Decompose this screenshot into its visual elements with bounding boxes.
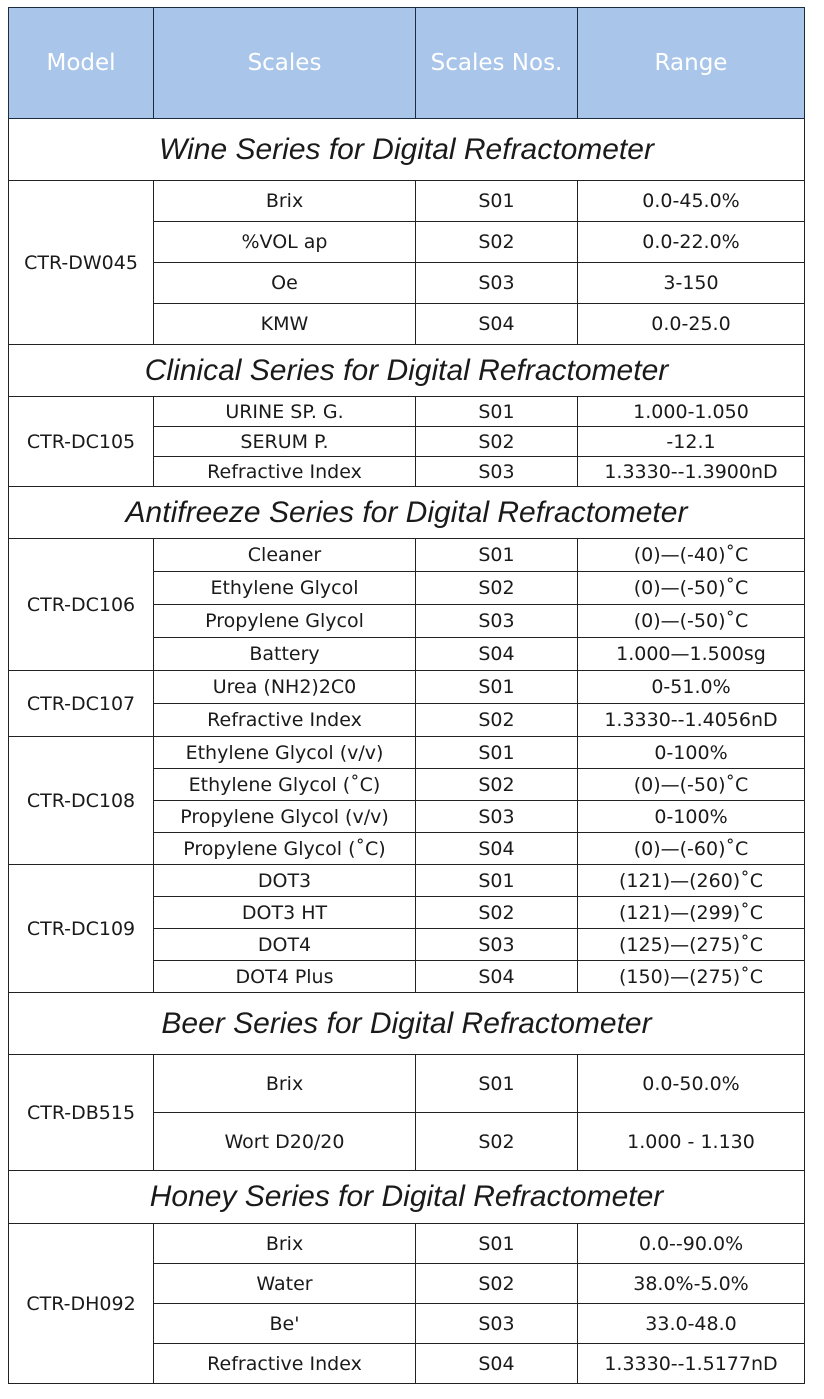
range-cell: 0.0--90.0% (578, 1224, 805, 1264)
range-cell: (121)—(299)˚C (578, 897, 805, 929)
scale-cell: Ethylene Glycol (˚C) (154, 769, 416, 801)
scale-no-cell: S03 (416, 457, 578, 487)
scale-no-cell: S03 (416, 801, 578, 833)
header-scales-nos: Scales Nos. (416, 8, 578, 119)
scale-no-cell: S02 (416, 572, 578, 605)
series-title-row (9, 487, 805, 539)
scale-cell: Brix (154, 1224, 416, 1264)
table-row (9, 671, 805, 704)
scale-cell: Wort D20/20 (154, 1113, 416, 1171)
model-cell: CTR-DC106 (9, 539, 154, 671)
table-row (9, 1224, 805, 1264)
scale-cell: Oe (154, 263, 416, 304)
range-cell: 33.0-48.0 (578, 1304, 805, 1344)
scale-cell: URINE SP. G. (154, 397, 416, 427)
scale-no-cell: S02 (416, 1113, 578, 1171)
model-cell: CTR-DH092 (9, 1224, 154, 1384)
table-row (9, 181, 805, 222)
range-cell: 1.000-1.050 (578, 397, 805, 427)
scale-no-cell: S01 (416, 1055, 578, 1113)
scale-no-cell: S01 (416, 671, 578, 704)
series-title: Beer Series for Digital Refractometer (9, 993, 805, 1055)
range-cell: 1.000 - 1.130 (578, 1113, 805, 1171)
range-cell: (150)—(275)˚C (578, 961, 805, 993)
scale-no-cell: S04 (416, 833, 578, 865)
scale-cell: Propylene Glycol (v/v) (154, 801, 416, 833)
scale-cell: SERUM P. (154, 427, 416, 457)
scale-cell: Refractive Index (154, 1344, 416, 1384)
scale-cell: DOT4 (154, 929, 416, 961)
range-cell: (0)—(-60)˚C (578, 833, 805, 865)
range-cell: (121)—(260)˚C (578, 865, 805, 897)
scale-no-cell: S02 (416, 222, 578, 263)
refractometer-spec-table (8, 7, 805, 1384)
range-cell: (0)—(-50)˚C (578, 769, 805, 801)
range-cell: 38.0%-5.0% (578, 1264, 805, 1304)
range-cell: -12.1 (578, 427, 805, 457)
scale-no-cell: S02 (416, 427, 578, 457)
scale-no-cell: S01 (416, 397, 578, 427)
range-cell: 0-100% (578, 801, 805, 833)
series-title-row (9, 119, 805, 181)
range-cell: 1.3330--1.5177nD (578, 1344, 805, 1384)
range-cell: 0.0-25.0 (578, 304, 805, 345)
header-scales: Scales (154, 8, 416, 119)
scale-no-cell: S03 (416, 1304, 578, 1344)
table-row (9, 1055, 805, 1113)
scale-no-cell: S01 (416, 181, 578, 222)
model-cell: CTR-DC107 (9, 671, 154, 737)
range-cell: (0)—(-50)˚C (578, 572, 805, 605)
scale-cell: Refractive Index (154, 704, 416, 737)
range-cell: 1.3330--1.4056nD (578, 704, 805, 737)
scale-cell: Brix (154, 181, 416, 222)
scale-no-cell: S04 (416, 961, 578, 993)
scale-cell: %VOL ap (154, 222, 416, 263)
model-cell: CTR-DB515 (9, 1055, 154, 1171)
series-title: Antifreeze Series for Digital Refractometer (9, 487, 805, 539)
series-title-row (9, 993, 805, 1055)
scale-no-cell: S03 (416, 929, 578, 961)
series-title: Wine Series for Digital Refractometer (9, 119, 805, 181)
scale-no-cell: S01 (416, 1224, 578, 1264)
scale-no-cell: S04 (416, 1344, 578, 1384)
scale-no-cell: S01 (416, 539, 578, 572)
range-cell: 0.0-22.0% (578, 222, 805, 263)
scale-no-cell: S02 (416, 704, 578, 737)
model-cell: CTR-DC105 (9, 397, 154, 487)
range-cell: (0)—(-40)˚C (578, 539, 805, 572)
scale-no-cell: S04 (416, 638, 578, 671)
range-cell: 0.0-50.0% (578, 1055, 805, 1113)
range-cell: 0-51.0% (578, 671, 805, 704)
scale-cell: Propylene Glycol (˚C) (154, 833, 416, 865)
scale-cell: DOT3 (154, 865, 416, 897)
series-title-row (9, 345, 805, 397)
scale-cell: Cleaner (154, 539, 416, 572)
model-cell: CTR-DC108 (9, 737, 154, 865)
table-body (9, 119, 805, 1384)
scale-cell: Ethylene Glycol (v/v) (154, 737, 416, 769)
header-row (9, 8, 805, 119)
range-cell: 1.3330--1.3900nD (578, 457, 805, 487)
scale-cell: Battery (154, 638, 416, 671)
series-title: Honey Series for Digital Refractometer (9, 1171, 805, 1224)
range-cell: 1.000—1.500sg (578, 638, 805, 671)
scale-cell: DOT3 HT (154, 897, 416, 929)
scale-cell: Brix (154, 1055, 416, 1113)
scale-cell: Refractive Index (154, 457, 416, 487)
scale-no-cell: S01 (416, 865, 578, 897)
series-title-row (9, 1171, 805, 1224)
header-range: Range (578, 8, 805, 119)
range-cell: 3-150 (578, 263, 805, 304)
scale-cell: KMW (154, 304, 416, 345)
table-row (9, 539, 805, 572)
model-cell: CTR-DW045 (9, 181, 154, 345)
scale-cell: Water (154, 1264, 416, 1304)
scale-no-cell: S01 (416, 737, 578, 769)
table-row (9, 397, 805, 427)
range-cell: (125)—(275)˚C (578, 929, 805, 961)
scale-cell: Urea (NH2)2C0 (154, 671, 416, 704)
table-row (9, 865, 805, 897)
scale-no-cell: S02 (416, 897, 578, 929)
scale-no-cell: S03 (416, 263, 578, 304)
scale-no-cell: S02 (416, 769, 578, 801)
range-cell: 0.0-45.0% (578, 181, 805, 222)
range-cell: (0)—(-50)˚C (578, 605, 805, 638)
scale-no-cell: S02 (416, 1264, 578, 1304)
scale-cell: Ethylene Glycol (154, 572, 416, 605)
scale-no-cell: S04 (416, 304, 578, 345)
scale-cell: DOT4 Plus (154, 961, 416, 993)
scale-cell: Be' (154, 1304, 416, 1344)
scale-cell: Propylene Glycol (154, 605, 416, 638)
model-cell: CTR-DC109 (9, 865, 154, 993)
range-cell: 0-100% (578, 737, 805, 769)
header-model: Model (9, 8, 154, 119)
scale-no-cell: S03 (416, 605, 578, 638)
series-title: Clinical Series for Digital Refractometer (9, 345, 805, 397)
table-row (9, 737, 805, 769)
